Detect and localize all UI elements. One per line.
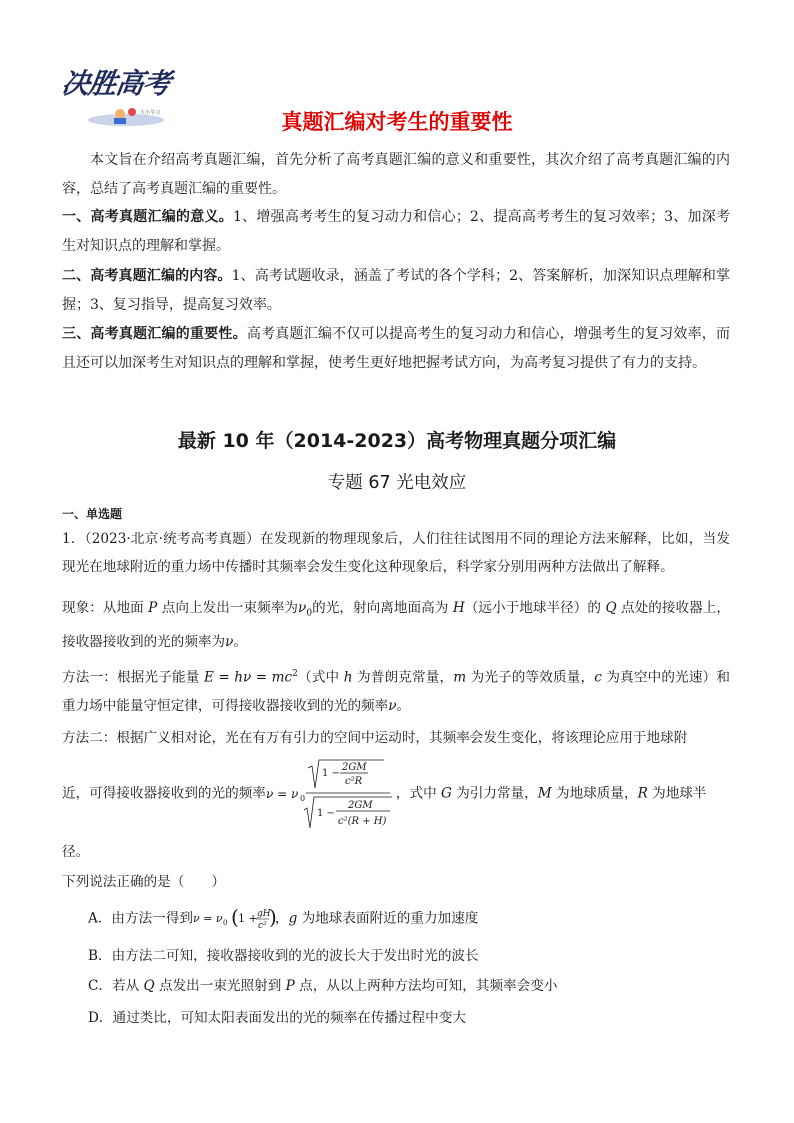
intro-paragraph: 本文旨在介绍高考真题汇编，首先分析了高考真题汇编的意义和重要性，其次介绍了高考真题汇编的内容，总结了高考真题汇编的重要性。 xyxy=(62,152,730,197)
intro-item-1-text: 1、增强高考考生的复习动力和信心；2、提高高考考生的复习效率；3、加深考生对知识点的理解和掌握。 xyxy=(62,209,730,254)
var-P: P xyxy=(285,978,295,994)
question-prompt: 下列说法正确的是（ ） xyxy=(62,874,226,890)
logo-small-text: 大小学习 xyxy=(140,110,161,116)
intro-item-2 xyxy=(62,262,730,319)
svg-text:1 −: 1 − xyxy=(321,768,340,779)
method2-part: 为地球质量， xyxy=(551,785,638,802)
method1-part: （式中 xyxy=(297,669,344,686)
page-title: 真题汇编对考生的重要性 xyxy=(281,110,513,134)
formula-option-a xyxy=(193,906,275,932)
var-H: H xyxy=(452,600,465,616)
intro-item-1-heading: 一、高考真题汇编的意义。 xyxy=(62,209,234,225)
svg-text:c²(R + H): c²(R + H) xyxy=(337,816,387,827)
var-G: G xyxy=(441,785,452,802)
var-nu: ν xyxy=(225,633,234,650)
method2-part: 为地球半 xyxy=(647,785,707,802)
formula-energy: E xyxy=(203,669,214,686)
svg-text:): ) xyxy=(268,905,277,929)
logo-text: 决胜高考 xyxy=(59,67,173,100)
intro-item-3 xyxy=(62,320,730,377)
svg-text:0: 0 xyxy=(299,794,305,803)
svg-text:0: 0 xyxy=(222,919,228,927)
method2-part: ，式中 xyxy=(395,785,442,802)
option-a-part: ， xyxy=(274,910,289,927)
method2-line1: 方法二：根据广义相对论，光在有万有引力的空间中运动时，其频率会发生变化，将该理论应用于地球附 xyxy=(62,730,688,746)
method1-part: 为光子的等效质量， xyxy=(466,669,595,686)
option-c-part: 点发出一束光照射到 xyxy=(154,978,286,994)
formula-relativity xyxy=(266,758,396,830)
var-g: g xyxy=(288,910,298,927)
option-c[interactable] xyxy=(88,976,557,996)
section-heading: 一、单选题 xyxy=(62,507,123,521)
intro-item-2-text: 1、高考试题收录，涵盖了考试的各个学科；2、答案解析，加深知识点理解和掌握；3、复习指导，提高复习效率。 xyxy=(62,268,731,313)
var-nu: ν xyxy=(388,697,397,714)
svg-text:1 −: 1 − xyxy=(316,808,335,819)
var-M: M xyxy=(537,785,552,802)
phenomenon-part: 现象：从地面 xyxy=(62,600,149,616)
method1-part: 方法一：根据光子能量 xyxy=(62,669,204,686)
phenomenon-text: 现象：从地面 P 点向上发出一束频率为$\nu_0$的光，射向离地面高为 H（远小于地球半径）的 Q 点处的接收器上，接收器接收到的光的频率为ν。 xyxy=(62,600,730,650)
var-nu0: ν xyxy=(298,600,307,616)
svg-text:1 +: 1 + xyxy=(237,912,258,925)
option-a[interactable] xyxy=(88,906,478,932)
svg-text:2GM: 2GM xyxy=(341,762,367,773)
option-a-part: 为地球表面附近的重力加速度 xyxy=(297,910,479,927)
option-c-part: C．若从 xyxy=(88,978,144,994)
svg-text:2GM: 2GM xyxy=(347,800,373,811)
intro-item-3-heading: 三、高考真题汇编的重要性。 xyxy=(62,326,247,342)
svg-text:c²: c² xyxy=(257,921,267,931)
svg-text:(: ( xyxy=(230,905,239,929)
svg-text:ν = ν: ν = ν xyxy=(192,912,223,925)
collection-title: 最新 10 年（2014-2023）高考物理真题分项汇编 xyxy=(177,430,617,452)
var-P: P xyxy=(148,600,158,616)
option-b[interactable]: B．由方法二可知，接收器接收到的光的波长大于发出时光的波长 xyxy=(88,948,479,964)
intro-item-1 xyxy=(62,203,730,260)
phenomenon-part: 点处的接收器上，接收器接收到的光的频率为 xyxy=(62,600,730,650)
phenomenon-part: 点向上发出一束频率为 xyxy=(157,600,299,616)
method1-part: 为普朗克常量， xyxy=(352,669,454,686)
svg-text:ν = ν: ν = ν xyxy=(265,787,299,801)
var-R: R xyxy=(637,785,648,802)
topic-subtitle: 专题 67 光电效应 xyxy=(327,473,467,493)
option-d[interactable]: D．通过类比，可知太阳表面发出的光的频率在传播过程中变大 xyxy=(88,1010,466,1026)
method2-part: 为引力常量， xyxy=(451,785,538,802)
svg-text:gH: gH xyxy=(256,909,271,919)
method2-line3: 径。 xyxy=(62,844,90,860)
method1-part: 为真空中的光速）和重力场中能量守恒定律，可得接收器接收到的光的频率 xyxy=(62,669,730,714)
phenomenon-part: （远小于地球半径）的 xyxy=(464,600,606,616)
svg-text:c²R: c²R xyxy=(344,776,363,787)
method1-text: 方法一：根据光子能量 $E = h\nu = mc^2$（式中 h 为普朗克常量，m 为光子的等效质量，c 为真空中的光速）和重力场中能量守恒定律，可得接收器接收到的光的频率ν。 xyxy=(62,669,730,714)
var-Q: Q xyxy=(143,978,155,994)
option-a-part: A．由方法一得到 xyxy=(88,910,193,927)
var-m: m xyxy=(453,669,467,686)
option-c-part: 点，从以上两种方法均可知，其频率会变小 xyxy=(294,978,558,994)
var-h: h xyxy=(343,669,353,686)
var-c: c xyxy=(594,669,602,686)
method2-part: 近，可得接收器接收到的光的频率 xyxy=(62,785,266,802)
var-Q: Q xyxy=(605,600,617,616)
intro-item-3-text: 高考真题汇编不仅可以提高考生的复习动力和信心，增强考生的复习效率，而且还可以加深考生对知识点的理解和掌握，使考生更好地把握考试方向，为高考复习提供了有力的支持。 xyxy=(62,326,731,371)
phenomenon-part: 的光，射向离地面高为 xyxy=(312,600,453,616)
question-stem: 1．（2023·北京·统考高考真题）在发现新的物理现象后，人们往往试图用不同的理论方法来解释，比如，当发现光在地球附近的重力场中传播时其频率会发生变化这种现象后，科学家分别用两种方法做出了解释。 xyxy=(62,531,730,575)
method2-line2 xyxy=(62,758,730,830)
intro-item-2-heading: 二、高考真题汇编的内容。 xyxy=(62,268,232,284)
